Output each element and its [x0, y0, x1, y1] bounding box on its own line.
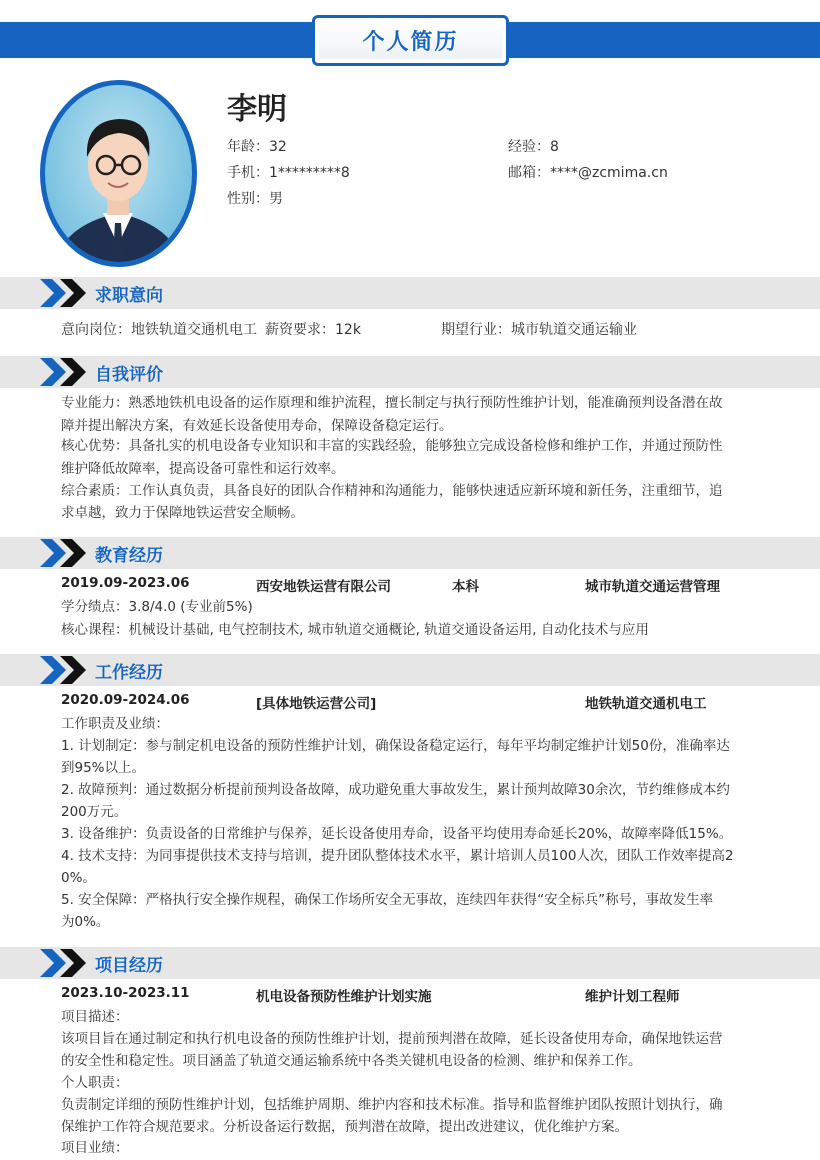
work-line: 1. 计划制定：参与制定机电设备的预防性维护计划，确保设备稳定运行，每年平均制定维护计划50份，准确率达	[61, 738, 730, 754]
title-badge	[312, 15, 509, 66]
person-photo-icon	[45, 85, 192, 262]
edu-degree: 本科	[452, 579, 479, 595]
double-chevron-icon	[40, 947, 90, 979]
intent-salary: 薪资要求：12k	[265, 322, 361, 338]
experience-field: 经验：8	[508, 139, 559, 155]
intent-industry: 期望行业：城市轨道交通运输业	[441, 322, 637, 338]
self-eval-line: 综合素质：工作认真负责，具备良好的团队合作精神和沟通能力，能够快速适应新环境和新任务，注重细节，追	[61, 483, 723, 499]
self-eval-line: 核心优势：具备扎实的机电设备专业知识和丰富的实践经验，能够独立完成设备检修和维护工作，并通过预防性	[61, 438, 723, 454]
section-header-work	[0, 654, 820, 686]
section-header-education	[0, 537, 820, 569]
work-line: 为0%。	[61, 914, 110, 930]
work-line: 2. 故障预判：通过数据分析提前预判设备故障，成功避免重大事故发生，累计预判故障30余次，节约维修成本约	[61, 782, 730, 798]
project-line: 项目业绩：	[61, 1140, 129, 1156]
project-line: 项目描述：	[61, 1009, 129, 1025]
self-eval-line: 障并提出解决方案，有效延长设备使用寿命，保障设备稳定运行。	[61, 418, 453, 434]
self-eval-line: 求卓越，致力于保障地铁运营安全顺畅。	[61, 505, 304, 521]
work-line: 工作职责及业绩：	[61, 716, 169, 732]
work-line: 到95%以上。	[61, 760, 146, 776]
project-period: 2023.10-2023.11	[61, 985, 190, 1001]
project-role: 维护计划工程师	[585, 989, 680, 1005]
work-role: 地铁轨道交通机电工	[585, 696, 707, 712]
work-period: 2020.09-2024.06	[61, 692, 190, 708]
edu-period: 2019.09-2023.06	[61, 575, 190, 591]
phone-field: 手机：1*********8	[227, 165, 350, 181]
double-chevron-icon	[40, 654, 90, 686]
double-chevron-icon	[40, 277, 90, 309]
project-line: 该项目旨在通过制定和执行机电设备的预防性维护计划，提前预判潜在故障，延长设备使用寿命，确保地铁运营	[61, 1031, 723, 1047]
edu-line: 学分绩点：3.8/4.0 (专业前5%)	[61, 599, 253, 615]
double-chevron-icon	[40, 537, 90, 569]
project-name: 机电设备预防性维护计划实施	[256, 989, 432, 1005]
candidate-name: 李明	[227, 92, 287, 127]
page-title: 个人简历	[362, 30, 459, 55]
intent-position: 意向岗位：地铁轨道交通机电工	[61, 322, 257, 338]
work-line: 0%。	[61, 870, 96, 886]
section-title: 自我评价	[95, 365, 163, 385]
section-title: 工作经历	[95, 663, 163, 683]
project-line: 个人职责：	[61, 1075, 129, 1091]
self-eval-line: 专业能力：熟悉地铁机电设备的运作原理和维护流程，擅长制定与执行预防性维护计划，能准确预判设备潜在故	[61, 395, 723, 411]
work-line: 5. 安全保障：严格执行安全操作规程，确保工作场所安全无事故，连续四年获得“安全标兵”称号，事故发生率	[61, 892, 714, 908]
gender-field: 性别：男	[227, 191, 283, 207]
age-field: 年龄：32	[227, 139, 287, 155]
edu-major: 城市轨道交通运营管理	[585, 579, 720, 595]
avatar	[40, 80, 197, 267]
email-field: 邮箱：****@zcmima.cn	[508, 165, 668, 181]
project-line: 负责制定详细的预防性维护计划，包括维护周期、维护内容和技术标准。指导和监督维护团队按照计划执行，确	[61, 1097, 723, 1113]
section-title: 教育经历	[95, 546, 163, 566]
section-header-project	[0, 947, 820, 979]
section-title: 项目经历	[95, 956, 163, 976]
work-line: 3. 设备维护：负责设备的日常维护与保养，延长设备使用寿命，设备平均使用寿命延长20%，故障率降低15%。	[61, 826, 733, 842]
work-line: 200万元。	[61, 804, 128, 820]
work-company: [具体地铁运营公司]	[256, 696, 377, 712]
work-line: 4. 技术支持：为同事提供技术支持与培训，提升团队整体技术水平，累计培训人员100人次，团队工作效率提高2	[61, 848, 734, 864]
section-header-intent	[0, 277, 820, 309]
double-chevron-icon	[40, 356, 90, 388]
edu-line: 核心课程：机械设计基础, 电气控制技术, 城市轨道交通概论, 轨道交通设备运用, 自动化技术与应用	[61, 622, 649, 638]
self-eval-line: 维护降低故障率，提高设备可靠性和运行效率。	[61, 461, 345, 477]
section-header-self	[0, 356, 820, 388]
edu-school: 西安地铁运营有限公司	[256, 579, 391, 595]
section-title: 求职意向	[95, 286, 163, 306]
project-line: 保维护工作符合规范要求。分析设备运行数据，预判潜在故障，提出改进建议，优化维护方案。	[61, 1119, 628, 1135]
project-line: 的安全性和稳定性。项目涵盖了轨道交通运输系统中各类关键机电设备的检测、维护和保养工作。	[61, 1053, 642, 1069]
